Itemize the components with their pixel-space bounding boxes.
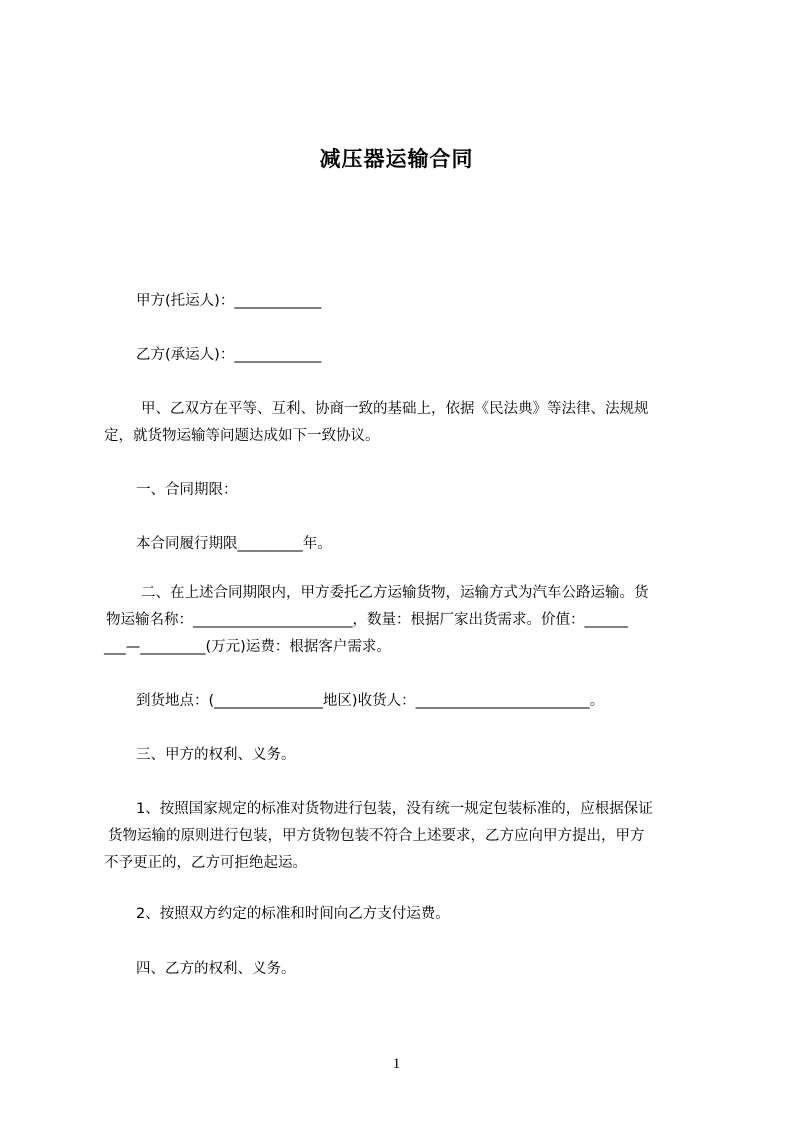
- section-1-text: 本合同履行期限_________年。: [136, 536, 332, 552]
- section-4-heading: 四、乙方的权利、义务。: [136, 961, 296, 977]
- section-3-item-2: 2、按照双方约定的标准和时间向乙方支付运费。: [136, 906, 450, 922]
- section-3-heading: 三、甲方的权利、义务。: [136, 747, 296, 763]
- section-2-line-3: ___—_________(万元)运费：根据客户需求。: [104, 639, 391, 655]
- delivery-line: 到货地点：(_______________地区)收货人：________________________。: [136, 693, 605, 709]
- section-1-heading: 一、合同期限：: [136, 482, 238, 498]
- section-3-item-1-line-2: 货物运输的原则进行包装，甲方货物包装不符合上述要求，乙方应向甲方提出，甲方: [108, 828, 645, 844]
- page-number: 1: [392, 1056, 401, 1072]
- party-b-line: 乙方(承运人)：____________: [136, 347, 322, 363]
- section-3-item-1-line-1: 1、按照国家规定的标准对货物进行包装，没有统一规定包装标准的，应根据保证: [136, 801, 653, 817]
- document-title: 减压器运输合同: [319, 147, 474, 171]
- section-2-line-2: 物运输名称：______________________，数量：根据厂家出货需求。价值：______: [106, 612, 628, 628]
- party-a-line: 甲方(托运人)：____________: [136, 293, 322, 309]
- intro-line-1: 甲、乙双方在平等、互利、协商一致的基础上，依据《民法典》等法律、法规规: [141, 401, 649, 417]
- section-2-line-1: 二、在上述合同期限内，甲方委托乙方运输货物，运输方式为汽车公路运输。货: [141, 585, 649, 601]
- intro-line-2: 定，就货物运输等问题达成如下一致协议。: [104, 428, 380, 444]
- section-3-item-1-line-3: 不予更正的，乙方可拒绝起运。: [104, 855, 307, 871]
